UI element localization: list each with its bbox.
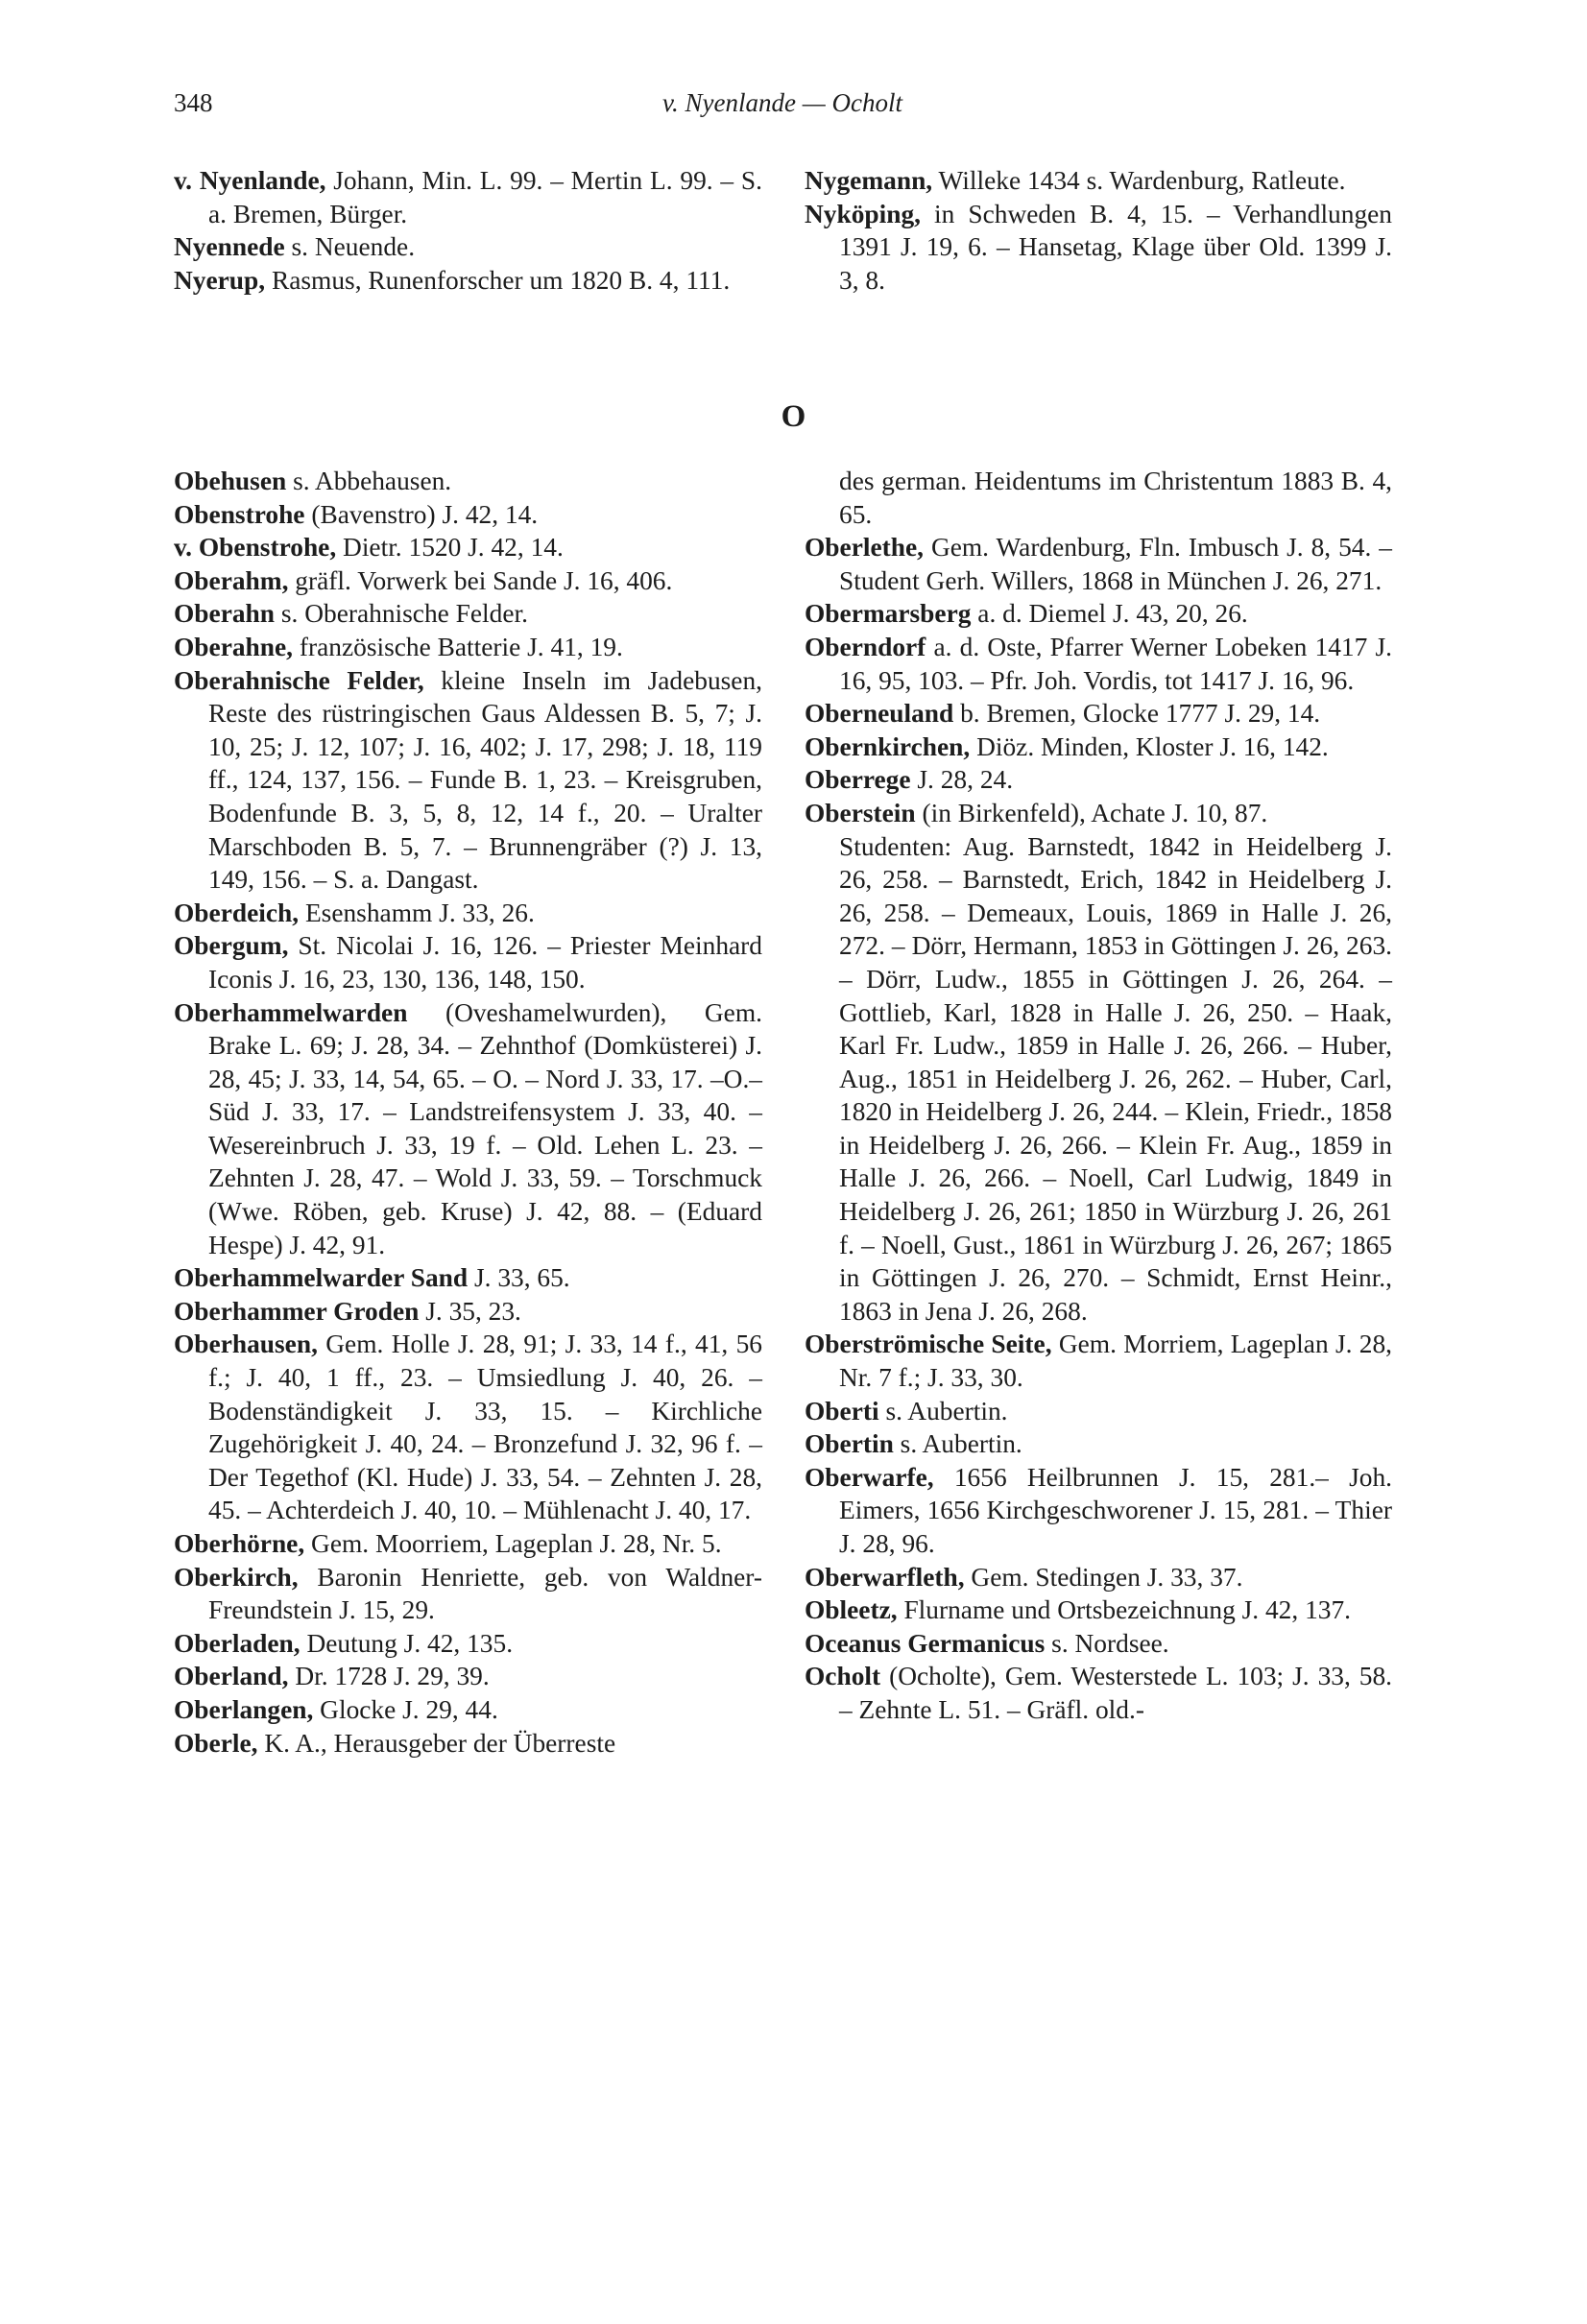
entry-headword: Oberhammer Groden: [174, 1296, 420, 1326]
entry-text: Gem. Moorriem, Lageplan J. 28, Nr. 5.: [304, 1529, 722, 1558]
entry-text: des german. Heidentums im Christentum 1883 B. 4, 65.: [839, 467, 1392, 529]
index-entry: [174, 498, 762, 532]
entry-headword: Ocholt: [805, 1662, 881, 1691]
entry-text: Deutung J. 42, 135.: [300, 1628, 514, 1658]
index-entry: [805, 198, 1392, 298]
index-entry: [174, 531, 762, 564]
entry-headword: Oberahnische Felder,: [174, 665, 424, 695]
entry-text: Gem. Holle J. 28, 91; J. 33, 14 f., 41, 56 f.; J. 40, 1 ff., 23. – Umsiedlung J. 40, 26. – Bodenständigkeit J. 33, 15. – Kirchliche Zugehörigkeit J. 40, 24. – Bronzefund J. 32, 96 f. – Der Tegethof (Kl. Hude) J. 33, 54. – Zehnten J. 28, 45. – Achterdeich J. 40, 10. – Mühlenacht J. 40, 17.: [208, 1330, 762, 1525]
entry-headword: Oberle,: [174, 1728, 258, 1758]
entry-headword: Oberahm,: [174, 565, 289, 595]
entry-text: Flurname und Ortsbezeichnung J. 42, 137.: [897, 1595, 1352, 1625]
index-entry: [174, 1328, 762, 1527]
entry-headword: Obleetz,: [805, 1595, 898, 1625]
index-entry: [174, 929, 762, 995]
entry-text: Esenshamm J. 33, 26.: [299, 898, 535, 927]
entry-text: (Oveshamelwurden), Gem. Brake L. 69; J. 28, 34. – Zehnthof (Domküsterei) J. 28, 45; J. 33, 14, 54, 65. – O. – Nord J. 33, 17. –O.– Süd J. 33, 17. – Landstreifensystem J. 33, 40. – Wesereinbruch J. 33, 19 f. – Old. Lehen L. 23. – Zehnten J. 28, 47. – Wold J. 33, 59. – Torschmuck (Wwe. Röben, geb. Kruse) J. 42, 88. – (Eduard Hespe) J. 42, 91.: [208, 997, 762, 1259]
entry-text: Studenten: Aug. Barnstedt, 1842 in Heidelberg J. 26, 258. – Barnstedt, Erich, 1842 in Heidelberg J. 26, 258. – Demeaux, Louis, 1869 in Halle J. 26, 272. – Dörr, Hermann, 1853 in Göttingen J. 26, 263. – Dörr, Ludw., 1855 in Göttingen J. 26, 264. – Gottlieb, Karl, 1828 in Halle J. 26, 250. – Haak, Karl Fr. Ludw., 1859 in Halle J. 26, 266. – Huber, Aug., 1851 in Heidelberg J. 26, 262. – Huber, Carl, 1820 in Heidelberg J. 26, 244. – Klein, Friedr., 1858 in Heidelberg J. 26, 266. – Klein Fr. Aug., 1859 in Halle J. 26, 266. – Noell, Carl Ludwig, 1849 in Heidelberg J. 26, 261; 1850 in Würzburg J. 26, 261 f. – Noell, Gust., 1861 in Würzburg J. 26, 267; 1865 in Göttingen J. 26, 270. – Schmidt, Ernst Heinr., 1863 in Jena J. 26, 268.: [839, 831, 1392, 1326]
running-head: v. Nyenlande — Ocholt: [662, 88, 902, 117]
entry-headword: Oberahn: [174, 599, 276, 629]
index-entry: [805, 164, 1392, 198]
entry-headword: Oberhörne,: [174, 1529, 305, 1558]
entry-text: K. A., Herausgeber der Überreste: [257, 1728, 616, 1758]
index-entry: [805, 797, 1392, 830]
index-entry: [174, 1561, 762, 1627]
entry-text: Willeke 1434 s. Wardenburg, Ratleute.: [932, 166, 1346, 195]
index-entry: [174, 1727, 762, 1761]
entry-headword: Oberti: [805, 1396, 879, 1426]
entry-headword: Oberwarfe,: [805, 1462, 934, 1492]
entry-headword: Oberland,: [174, 1662, 289, 1691]
entry-text: b. Bremen, Glocke 1777 J. 29, 14.: [953, 699, 1321, 729]
entry-text: s. Aubertin.: [878, 1396, 1008, 1426]
entry-text: in Schweden B. 4, 15. – Verhandlungen 1391 J. 19, 6. – Hansetag, Klage über Old. 1399 J. 3, 8.: [839, 199, 1392, 295]
entry-headword: Oberwarfleth,: [805, 1562, 965, 1592]
section-letter: O: [781, 399, 806, 434]
entry-headword: Nyköping,: [805, 199, 922, 228]
index-entry: [174, 631, 762, 664]
index-entry: [805, 830, 1392, 1329]
entry-text: Dietr. 1520 J. 42, 14.: [336, 533, 564, 563]
entry-text: s. Aubertin.: [893, 1429, 1022, 1459]
entry-headword: Oberkirch,: [174, 1562, 299, 1592]
entry-text: Glocke J. 29, 44.: [313, 1694, 498, 1724]
entry-text: (in Birkenfeld), Achate J. 10, 87.: [915, 798, 1268, 827]
page-header: [174, 88, 1391, 127]
entry-headword: Nygemann,: [805, 166, 933, 195]
page-number: 348: [174, 88, 213, 117]
index-entry: [174, 230, 762, 264]
entry-headword: Obertin: [805, 1429, 894, 1459]
entry-headword: Obenstrohe: [174, 499, 305, 529]
entry-text: Gem. Stedingen J. 33, 37.: [964, 1562, 1243, 1592]
entry-text: St. Nicolai J. 16, 126. – Priester Meinhard Iconis J. 16, 23, 130, 136, 148, 150.: [208, 931, 762, 994]
entry-headword: Oberhammelwarder Sand: [174, 1263, 469, 1293]
index-entry: [805, 1395, 1392, 1428]
entry-text: Diöz. Minden, Kloster J. 16, 142.: [970, 731, 1329, 761]
entry-text: (Ocholte), Gem. Westerstede L. 103; J. 33, 58. – Zehnte L. 51. – Gräfl. old.-: [839, 1662, 1392, 1724]
entry-text: Johann, Min. L. 99. – Mertin L. 99. – S. a. Bremen, Bürger.: [208, 166, 762, 228]
index-entry: [174, 1295, 762, 1329]
entry-text: gräfl. Vorwerk bei Sande J. 16, 406.: [288, 565, 673, 595]
entry-headword: Oberneuland: [805, 699, 954, 729]
entry-text: Gem. Morriem, Lageplan J. 28, Nr. 7 f.; J. 33, 30.: [839, 1330, 1392, 1393]
entry-headword: v. Nyenlande,: [174, 166, 326, 195]
index-entry: [805, 1660, 1392, 1726]
top-right-column: [805, 164, 1392, 297]
index-entry: [805, 1627, 1392, 1661]
entry-text: Dr. 1728 J. 29, 39.: [288, 1662, 490, 1691]
index-entry: [174, 465, 762, 498]
entry-headword: Oberahne,: [174, 632, 294, 661]
index-entry: [805, 631, 1392, 697]
entry-text: Rasmus, Runenforscher um 1820 B. 4, 111.: [265, 265, 731, 295]
right-column: [805, 465, 1392, 1727]
index-entry: [174, 996, 762, 1262]
index-entry: [805, 465, 1392, 531]
entry-text: J. 35, 23.: [419, 1296, 521, 1326]
index-entry: [174, 1627, 762, 1661]
index-entry: [805, 1461, 1392, 1561]
entry-text: kleine Inseln im Jadebusen, Reste des rüstringischen Gaus Aldessen B. 5, 7; J. 10, 25; J. 12, 107; J. 16, 402; J. 17, 298; J. 18, 119 ff., 124, 137, 156. – Funde B. 1, 23. – Kreisgruben, Bodenfunde B. 3, 5, 8, 12, 14 f., 20. – Uralter Marschboden B. 5, 7. – Brunnengräber (?) J. 13, 149, 156. – S. a. Dangast.: [208, 665, 762, 895]
index-entry: [805, 697, 1392, 731]
entry-text: a. d. Oste, Pfarrer Werner Lobeken 1417 J. 16, 95, 103. – Pfr. Joh. Vordis, tot 1417 J. 16, 96.: [839, 632, 1392, 695]
entry-text: s. Abbehausen.: [286, 467, 452, 495]
entry-headword: Nyerup,: [174, 265, 266, 295]
entry-text: s. Oberahnische Felder.: [275, 599, 528, 629]
entry-headword: Obernkirchen,: [805, 731, 971, 761]
index-entry: [805, 597, 1392, 631]
index-entry: [174, 597, 762, 631]
entry-text: Gem. Wardenburg, Fln. Imbusch J. 8, 54. – Student Gerh. Willers, 1868 in München J. 26, 271.: [839, 533, 1392, 595]
index-entry: [174, 264, 762, 298]
entry-text: J. 33, 65.: [468, 1263, 570, 1293]
entry-headword: Oberhammelwarden: [174, 997, 408, 1027]
entry-headword: Oberdeich,: [174, 898, 300, 927]
entry-text: (Bavenstro) J. 42, 14.: [304, 499, 539, 529]
entry-text: 1656 Heilbrunnen J. 15, 281.– Joh. Eimers, 1656 Kirchgeschworener J. 15, 281. – Thier J. 28, 96.: [839, 1462, 1392, 1558]
index-entry: [174, 1261, 762, 1295]
entry-text: J. 28, 24.: [910, 765, 1014, 795]
entry-headword: Oberndorf: [805, 632, 926, 661]
index-entry: [174, 564, 762, 598]
index-entry: [805, 1561, 1392, 1594]
left-column: [174, 465, 762, 1760]
entry-headword: Nyennede: [174, 232, 285, 262]
index-entry: [805, 531, 1392, 597]
index-entry: [805, 1427, 1392, 1461]
index-entry: [805, 763, 1392, 797]
entry-headword: Oberrege: [805, 765, 911, 795]
index-entry: [174, 897, 762, 930]
index-entry: [805, 1328, 1392, 1394]
index-entry: [174, 164, 762, 230]
entry-headword: Oberströmische Seite,: [805, 1330, 1052, 1359]
top-left-column: [174, 164, 762, 297]
index-entry: [174, 1693, 762, 1727]
entry-headword: Oberlethe,: [805, 533, 924, 563]
entry-headword: Oberhausen,: [174, 1330, 318, 1359]
entry-headword: v. Obenstrohe,: [174, 533, 337, 563]
entry-headword: Oceanus Germanicus: [805, 1628, 1046, 1658]
entry-text: a. d. Diemel J. 43, 20, 26.: [971, 599, 1248, 629]
entry-text: s. Neuende.: [284, 232, 416, 262]
entry-headword: Oberstein: [805, 798, 916, 827]
index-entry: [174, 1660, 762, 1693]
index-entry: [174, 664, 762, 897]
entry-headword: Obehusen: [174, 467, 287, 495]
entry-text: Baronin Henriette, geb. von Waldner-Freundstein J. 15, 29.: [208, 1562, 762, 1625]
index-entry: [174, 1527, 762, 1561]
index-entry: [805, 1593, 1392, 1627]
entry-headword: Obergum,: [174, 931, 289, 961]
entry-text: französische Batterie J. 41, 19.: [293, 632, 623, 661]
entry-headword: Oberladen,: [174, 1628, 301, 1658]
entry-text: s. Nordsee.: [1045, 1628, 1169, 1658]
entry-headword: Oberlangen,: [174, 1694, 314, 1724]
index-entry: [805, 731, 1392, 764]
entry-headword: Obermarsberg: [805, 599, 972, 629]
